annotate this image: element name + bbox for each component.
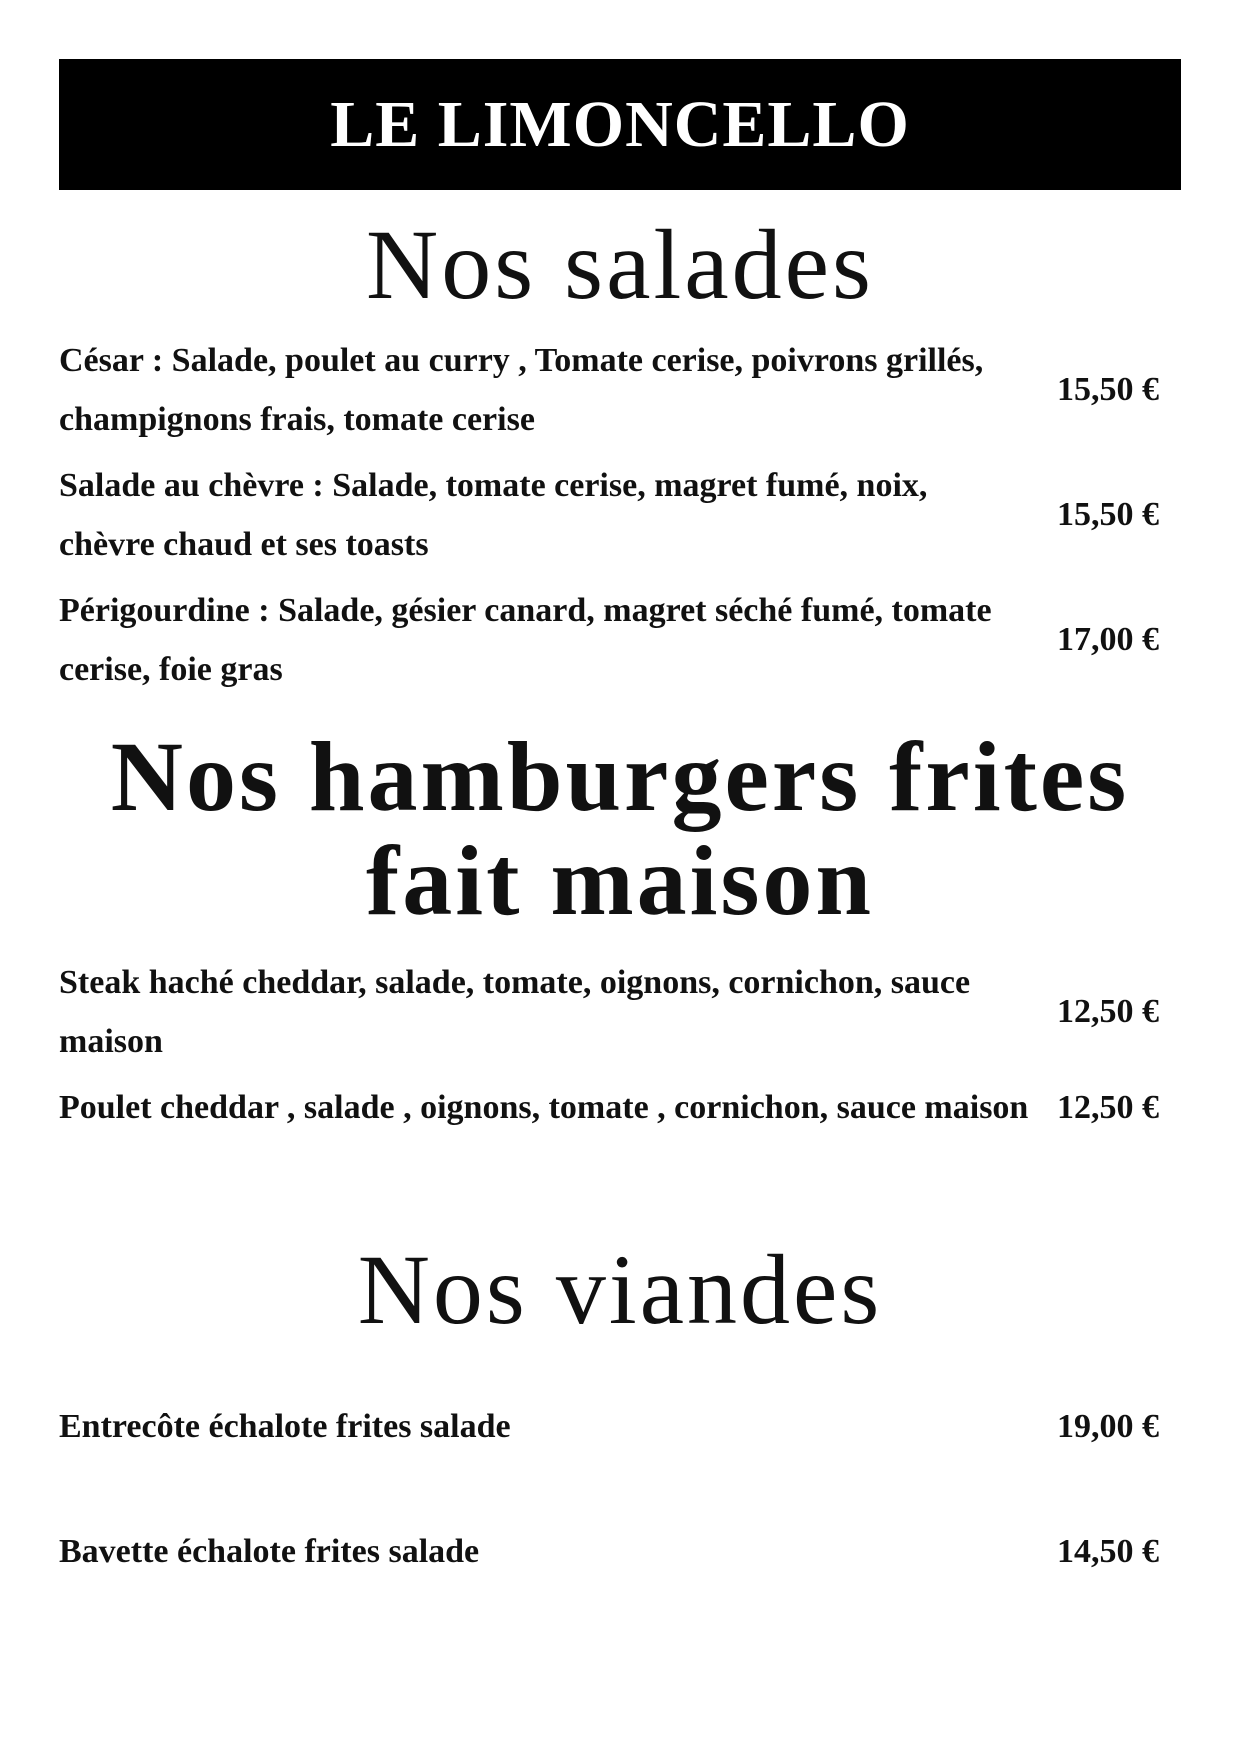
item-price: 14,50 € <box>1057 1532 1159 1570</box>
item-description: Poulet cheddar , salade , oignons, tomate , cornichon, sauce maison <box>59 1089 1029 1126</box>
item-price: 19,00 € <box>1057 1407 1159 1445</box>
item-price: 12,50 € <box>1057 1088 1159 1126</box>
section-heading-line: Nos hamburgers frites <box>110 721 1130 832</box>
menu-item <box>59 331 1159 449</box>
item-description: César : Salade, poulet au curry , Tomate cerise, poivrons grillés, champignons frais, tomate cerise <box>59 342 984 438</box>
restaurant-name: LE LIMONCELLO <box>330 87 910 161</box>
menu-item <box>59 1522 1159 1581</box>
item-description: Salade au chèvre : Salade, tomate cerise, magret fumé, noix, chèvre chaud et ses toasts <box>59 467 928 563</box>
restaurant-banner <box>59 59 1181 190</box>
menu-item <box>59 456 1159 574</box>
section-heading-viandes: Nos viandes <box>357 1234 883 1345</box>
menu-item <box>59 953 1159 1071</box>
item-price: 15,50 € <box>1057 496 1159 533</box>
menu-item <box>59 1397 1159 1456</box>
section-heading-salades: Nos salades <box>366 209 874 320</box>
item-description: Steak haché cheddar, salade, tomate, oignons, cornichon, sauce maison <box>59 964 971 1060</box>
item-description: Entrecôte échalote frites salade <box>59 1408 511 1445</box>
menu-item <box>59 1078 1159 1137</box>
section-heading-hamburgers <box>0 721 1240 936</box>
item-price: 12,50 € <box>1057 993 1159 1030</box>
item-price: 15,50 € <box>1057 371 1159 408</box>
item-description: Bavette échalote frites salade <box>59 1533 480 1570</box>
item-description: Périgourdine : Salade, gésier canard, magret séché fumé, tomate cerise, foie gras <box>59 592 992 688</box>
section-heading-line: fait maison <box>366 825 874 936</box>
item-price: 17,00 € <box>1057 621 1159 658</box>
menu-item <box>59 581 1159 699</box>
